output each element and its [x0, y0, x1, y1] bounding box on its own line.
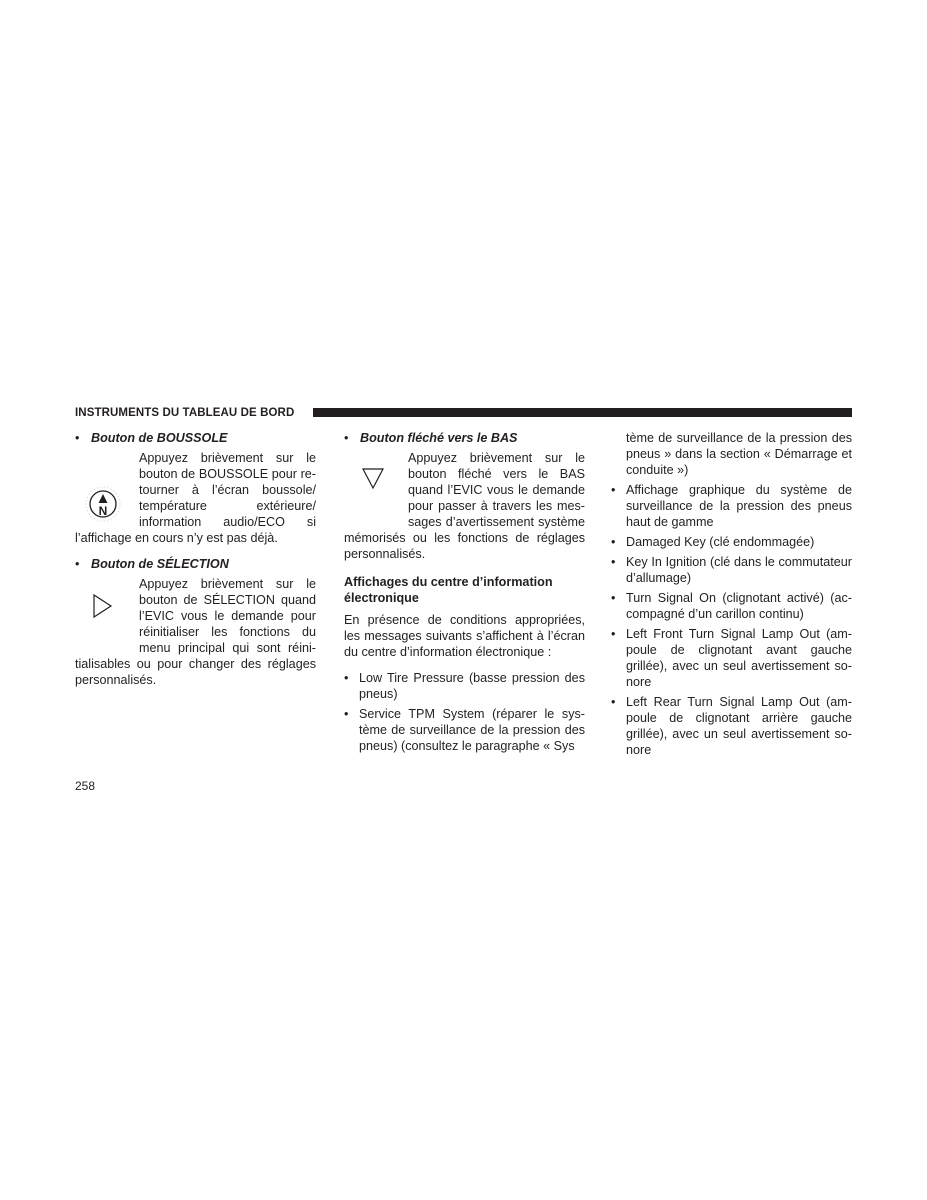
list-item: • Key In Ignition (clé dans le commutateur d’allumage) — [611, 554, 852, 586]
list-item: • Low Tire Pressure (basse pression des pneus) — [344, 670, 585, 702]
evic-section-title: Affichages du centre d’information électronique — [344, 575, 553, 605]
section-title: INSTRUMENTS DU TABLEAU DE BORD — [75, 407, 295, 419]
list-item: • Turn Signal On (clignotant activé) (accompagné d’un carillon continu) — [611, 590, 852, 622]
down-arrow-icon — [344, 450, 408, 530]
select-button-text: Appuyez brièvement sur le bouton de SÉLECTION quand l’EVIC vous le demande pour réinitialiser les fonctions du menu principal qui sont réinitialisables ou pour changer des réglages personnalisés. — [75, 577, 316, 687]
compass-button-text: Appuyez brièvement sur le bouton de BOUSSOLE pour retourner à l’écran boussole/ température extérieure/ information audio/ECO si l’affichage en cours n’y est pas déjà. — [75, 451, 316, 545]
column-1 — [75, 430, 316, 698]
select-arrow-icon — [75, 576, 139, 656]
evic-message-list — [344, 670, 585, 754]
list-item: • Left Rear Turn Signal Lamp Out (ampoule de clignotant arrière gauche grillée), avec un seul avertissement sonore — [611, 694, 852, 758]
down-button-heading: • Bouton fléché vers le BAS — [344, 430, 585, 446]
down-button-text: Appuyez brièvement sur le bouton fléché vers le BAS quand l’EVIC vous le demande pour passer à travers les messages d’avertissement système mémorisés ou les fonctions de réglages personnalisés. — [344, 451, 585, 561]
compass-icon — [75, 450, 139, 530]
column-2 — [344, 430, 585, 758]
evic-message-list-continued — [611, 482, 852, 758]
list-item-continuation: tème de surveillance de la pression des pneus » dans la section « Démarrage et conduite ») — [626, 431, 852, 477]
compass-button-heading: • Bouton de BOUSSOLE — [75, 430, 316, 446]
list-item: • Affichage graphique du système de surveillance de la pression des pneus haut de gamme — [611, 482, 852, 530]
select-button-heading: • Bouton de SÉLECTION — [75, 556, 316, 572]
header-rule — [313, 408, 852, 417]
section-header — [75, 406, 852, 420]
list-item: • Left Front Turn Signal Lamp Out (ampoule de clignotant avant gauche grillée), avec un seul avertissement sonore — [611, 626, 852, 690]
page-number: 258 — [75, 779, 96, 793]
compass-icon-letter: N — [98, 504, 108, 518]
evic-intro: En présence de conditions appropriées, les messages suivants s’affichent à l’écran du centre d’information électronique : — [344, 613, 585, 659]
list-item: • Service TPM System (réparer le système de surveillance de la pression des pneus) (consultez le paragraphe « Sys — [344, 706, 585, 754]
list-item: • Damaged Key (clé endommagée) — [611, 534, 852, 550]
column-3 — [611, 430, 852, 762]
